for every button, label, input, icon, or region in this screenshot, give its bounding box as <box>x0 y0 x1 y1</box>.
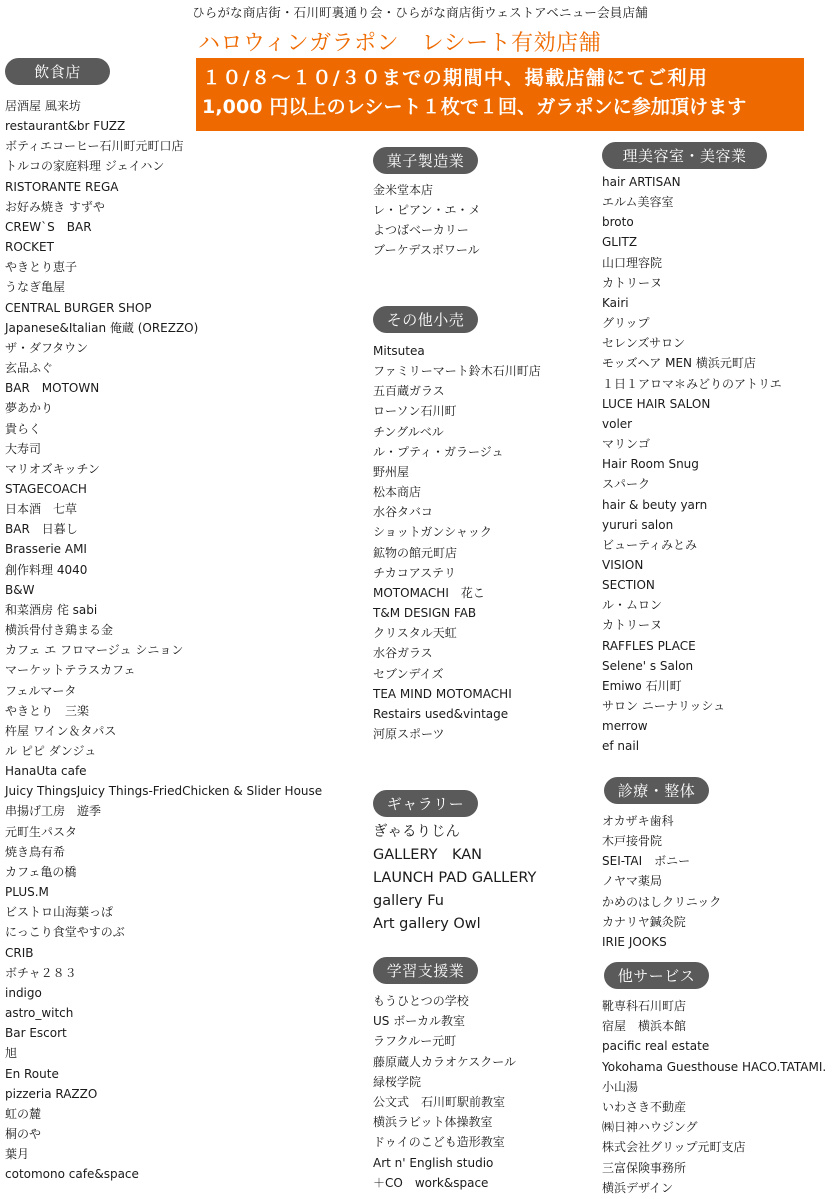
list-item: ル・プティ・ガラージュ <box>373 444 504 459</box>
list-item: LAUNCH PAD GALLERY <box>373 870 537 886</box>
list-item: pacific real estate <box>602 1039 710 1054</box>
list-item: 和菜酒房 侘 sabi <box>5 602 98 617</box>
list-item: チングルベル <box>373 424 444 439</box>
list-item: Emiwo 石川町 <box>602 678 682 693</box>
list-item: 創作料理 4040 <box>5 562 88 577</box>
list-item: セレンズサロン <box>602 336 686 351</box>
list-item: cotomono cafe&space <box>5 1167 139 1182</box>
list-item: TEA MIND MOTOMACHI <box>373 686 512 701</box>
list-item: 焼き鳥有希 <box>5 844 66 859</box>
section-title-other-services: 他サービス <box>604 962 709 989</box>
list-item: 夢あかり <box>5 401 54 416</box>
list-item: merrow <box>602 719 648 734</box>
list-item: オカザキ歯科 <box>602 814 674 828</box>
list-item: ビューティみとみ <box>602 537 698 552</box>
list-item: ボティエコーヒー石川町元町口店 <box>5 139 184 154</box>
list-item: レ・ピアン・エ・メ <box>373 203 481 218</box>
list-item: ボチャ２８３ <box>5 965 77 980</box>
section-title-other-retail: その他小売 <box>373 306 478 333</box>
list-item: カフェ エ フロマージュ シニョン <box>5 643 184 658</box>
list-item: Art gallery Owl <box>373 916 481 932</box>
list-item: エルム美容室 <box>602 195 674 210</box>
list-item: グリップ <box>602 316 650 331</box>
list-item: 元町生パスタ <box>5 824 78 839</box>
banner-line-2: 1,000 円以上のレシート１枚で１回、ガラポンに参加頂けます <box>202 96 747 118</box>
list-item: うなぎ亀屋 <box>5 280 66 295</box>
list-item: ショットガンシャック <box>373 525 492 540</box>
list-item: よつばベーカリー <box>373 223 469 238</box>
list-item: 貴らく <box>5 421 42 436</box>
list-item: カトリーヌ <box>602 275 663 290</box>
list-item: かめのはしクリニック <box>602 894 722 909</box>
list-item: Hair Room Snug <box>602 457 699 472</box>
list-item: ラフクルー元町 <box>373 1034 457 1049</box>
list-item: T&M DESIGN FAB <box>373 606 477 621</box>
list-item: 串揚げ工房 遊季 <box>5 804 102 819</box>
list-item: セブンデイズ <box>373 666 444 681</box>
list-item: １日１アロマ＊みどりのアトリエ <box>602 376 782 391</box>
list-item: 杵屋 ワイン＆タパス <box>5 723 117 738</box>
list-item: HanaUta cafe <box>5 764 87 779</box>
list-item: Mitsutea <box>373 344 425 358</box>
section-title-clinic: 診療・整体 <box>604 777 709 804</box>
list-item: STAGECOACH <box>5 481 87 496</box>
list-item: 桐のや <box>5 1126 42 1141</box>
list-item: ファミリーマート鈴木石川町店 <box>373 364 541 379</box>
list-item: やきとり恵子 <box>5 260 78 275</box>
section-title-gallery: ギャラリー <box>373 790 478 817</box>
list-item: LUCE HAIR SALON <box>602 396 711 411</box>
list-item: CRIB <box>5 945 34 960</box>
list-item: ROCKET <box>5 240 54 255</box>
list-item: 旭 <box>5 1046 18 1061</box>
list-item: SEI-TAI ボニー <box>602 854 691 869</box>
list-other-retail <box>373 341 541 744</box>
list-item: 公文式 石川町駅前教室 <box>373 1095 506 1110</box>
list-item: Art n' English studio <box>373 1155 494 1170</box>
list-item: マリオズキッチン <box>5 461 100 476</box>
list-item: 玄品ふぐ <box>5 361 54 376</box>
list-item: ㈱日神ハウジング <box>602 1120 698 1135</box>
list-item: もうひとつの学校 <box>373 994 469 1008</box>
list-item: voler <box>602 416 633 431</box>
list-item: 河原スポーツ <box>373 726 445 741</box>
list-item: 虹の麓 <box>5 1106 42 1121</box>
list-item: 山口理容院 <box>602 255 663 270</box>
header-associations: ひらがな商店街・石川町裏通り会・ひらがな商店街ウェストアベニュー会員店舗 <box>192 5 648 20</box>
list-item: hair & beuty yarn <box>602 497 708 512</box>
list-item: ローソン石川町 <box>373 404 457 419</box>
list-learning <box>373 991 516 1193</box>
list-item: マーケットテラスカフェ <box>5 663 136 678</box>
list-item: お好み焼き すずや <box>5 199 105 214</box>
list-item: B&W <box>5 582 35 597</box>
list-item: VISION <box>602 557 644 572</box>
list-item: カトリーヌ <box>602 618 663 633</box>
list-beauty <box>602 172 782 757</box>
list-item: En Route <box>5 1066 59 1081</box>
list-item: チカコアステリ <box>373 565 457 580</box>
list-item: マリンゴ <box>602 437 651 452</box>
list-item: カナリヤ鍼灸院 <box>602 914 686 929</box>
list-item: GLITZ <box>602 235 638 250</box>
list-item: フェルマータ <box>5 683 77 698</box>
list-item: MOTOMACHI 花こ <box>373 585 485 600</box>
list-item: RAFFLES PLACE <box>602 638 696 653</box>
banner-line-1: １０/８～１０/３０までの期間中、掲載店舗にてご利用 <box>202 67 709 89</box>
list-item: 葉月 <box>5 1147 30 1162</box>
list-confectionery <box>373 180 481 261</box>
list-item: 日本酒 七草 <box>5 502 78 517</box>
list-item: 三富保険事務所 <box>602 1160 687 1175</box>
section-title-beauty: 理美容室・美容業 <box>602 142 767 169</box>
list-item: ビストロ山海葉っぱ <box>5 905 114 920</box>
section-title-confectionery: 菓子製造業 <box>373 147 478 174</box>
list-item: 水谷タバコ <box>373 505 433 520</box>
list-item: 木戸接骨院 <box>602 834 663 849</box>
list-item: Restairs used&vintage <box>373 706 509 721</box>
list-item: にっこり食堂やすのぶ <box>5 925 125 940</box>
list-item: restaurant&br FUZZ <box>5 119 126 134</box>
list-item: Kairi <box>602 295 629 310</box>
list-item: US ボーカル教室 <box>373 1014 465 1029</box>
list-item: ノヤマ薬局 <box>602 874 663 889</box>
list-item: Brasserie AMI <box>5 542 87 557</box>
list-item: hair ARTISAN <box>602 175 681 189</box>
list-item: indigo <box>5 985 42 1000</box>
list-item: 横浜骨付き鶏まる金 <box>5 623 114 638</box>
list-clinic <box>602 811 721 952</box>
list-item: 五百蔵ガラス <box>373 384 445 399</box>
list-item: ブーケデスボワール <box>373 243 480 258</box>
list-item: 靴専科石川町店 <box>602 999 687 1013</box>
list-gallery <box>373 821 536 936</box>
list-item: トルコの家庭料理 ジェイハン <box>5 159 165 174</box>
list-item: 緑桜学院 <box>373 1074 422 1089</box>
list-item: yururi salon <box>602 517 674 532</box>
list-item: Japanese&Italian 俺蔵 (OREZZO) <box>5 320 199 335</box>
list-item: ル・ムロン <box>602 598 663 613</box>
list-item: PLUS.M <box>5 885 49 900</box>
list-item: 株式会社グリップ元町支店 <box>602 1140 746 1155</box>
list-item: 野州屋 <box>373 464 410 479</box>
list-item: サロン ニーナリッシュ <box>602 699 726 714</box>
list-item: ＋CO work&space <box>373 1175 489 1190</box>
list-item: 鉱物の館元町店 <box>373 545 458 560</box>
list-item: gallery Fu <box>373 893 444 909</box>
list-item: 小山湯 <box>602 1079 639 1094</box>
list-item: pizzeria RAZZO <box>5 1086 98 1101</box>
list-item: CREW`S BAR <box>5 219 92 234</box>
list-restaurants <box>5 96 322 1184</box>
list-item: Juicy ThingsJuicy Things-FriedChicken & Slider House <box>5 784 323 799</box>
list-item: Selene' s Salon <box>602 658 694 673</box>
section-title-learning: 学習支援業 <box>373 957 478 984</box>
list-item: ル ピピ ダンジュ <box>5 744 97 758</box>
list-item: Bar Escort <box>5 1026 67 1041</box>
list-item: SECTION <box>602 578 655 593</box>
list-item: 水谷ガラス <box>373 646 433 661</box>
list-item: 宿屋 横浜本館 <box>602 1019 687 1034</box>
list-item: スパーク <box>602 477 651 492</box>
list-item: astro_witch <box>5 1006 74 1021</box>
list-item: ドゥイのこども造形教室 <box>373 1135 505 1150</box>
list-item: ef nail <box>602 739 640 754</box>
list-item: 大寿司 <box>5 441 42 456</box>
list-item: いわさき不動産 <box>602 1100 687 1115</box>
list-item: 藤原蔵人カラオケスクール <box>373 1054 517 1069</box>
list-item: 金米堂本店 <box>373 183 434 197</box>
list-item: Yokohama Guesthouse HACO.TATAMI. <box>602 1059 827 1074</box>
section-title-restaurants: 飲食店 <box>5 58 110 85</box>
list-item: ぎゃるりじん <box>373 824 460 840</box>
list-item: モッズヘア MEN 横浜元町店 <box>602 356 756 371</box>
list-item: RISTORANTE REGA <box>5 179 119 194</box>
page-title: ハロウィンガラポン レシート有効店舗 <box>198 31 602 56</box>
list-item: 松本商店 <box>373 485 422 500</box>
list-item: IRIE JOOKS <box>602 934 667 949</box>
list-item: クリスタル天虹 <box>373 626 457 641</box>
list-item: ザ・ダフタウン <box>5 340 89 355</box>
list-item: 横浜ラビット体操教室 <box>373 1115 493 1130</box>
list-item: カフェ亀の橋 <box>5 864 77 879</box>
list-other-services <box>602 996 826 1198</box>
list-item: GALLERY KAN <box>373 847 482 863</box>
list-item: BAR 日暮し <box>5 522 78 537</box>
list-item: 居酒屋 風来坊 <box>5 99 81 113</box>
list-item: CENTRAL BURGER SHOP <box>5 300 152 315</box>
list-item: 横浜デザイン <box>602 1180 674 1195</box>
list-item: broto <box>602 215 634 230</box>
list-item: やきとり 三楽 <box>5 703 90 718</box>
list-item: BAR MOTOWN <box>5 381 100 396</box>
